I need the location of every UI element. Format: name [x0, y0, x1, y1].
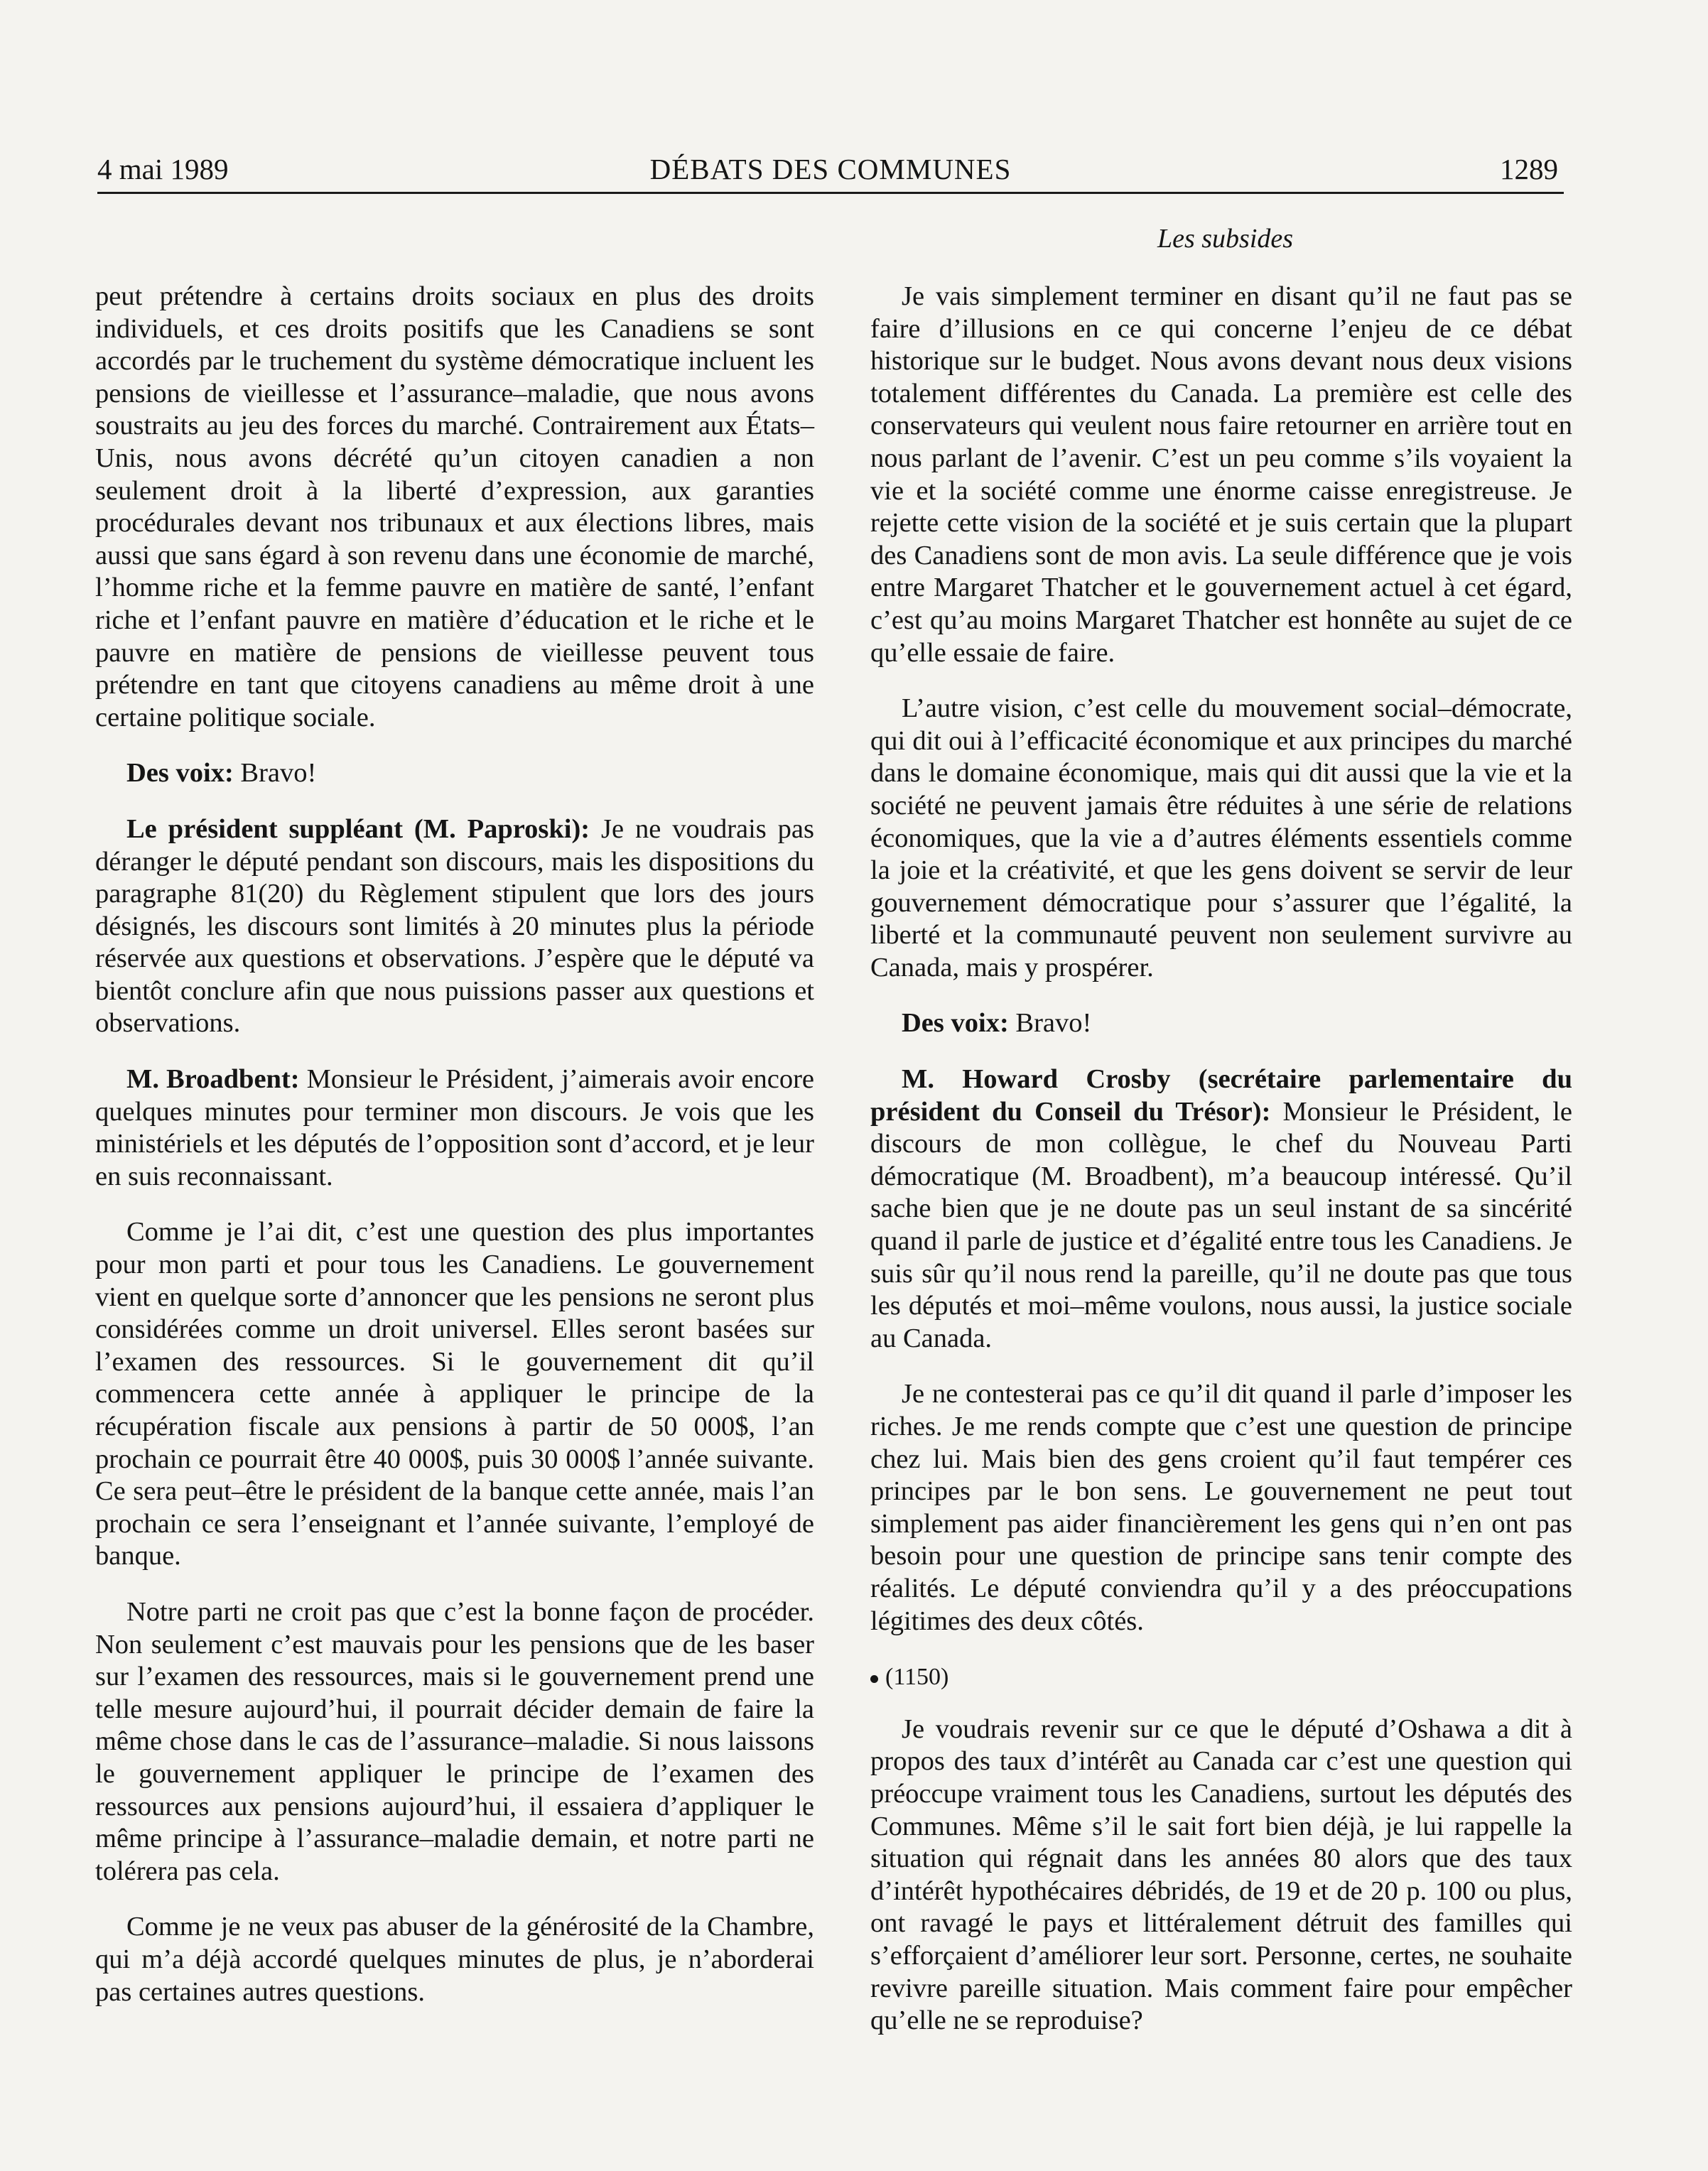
speaker-name: M. Howard Crosby (secrétaire parlementaire du président du Conseil du Trésor): — [870, 1064, 1572, 1127]
body-paragraph: Comme je ne veux pas abuser de la générosité de la Chambre, qui m’a déjà accordé quelques minutes de plus, je n’aborderai pas certaines autres questions. — [95, 1912, 814, 2007]
body-paragraph: peut prétendre à certains droits sociaux en plus des droits individuels, et ces droits positifs que les Canadiens se sont accordés par le truchement du système démocratique incluent les pensions de vieillesse et l’assurance–maladie, que nous avons soustraits au jeu des forces du marché. Contrairement aux États–Unis, nous avons décrété qu’un citoyen canadien a non seulement droit à la liberté d’expression, aux garanties procédurales devant nos tribunaux et aux élections libres, mais aussi que sans égard à son revenu dans une économie de marché, l’homme riche et la femme pauvre en matière de santé, l’enfant riche et l’enfant pauvre en matière d’éducation et le riche et le pauvre en matière de pensions de vieillesse peuvent tous prétendre en tant que citoyens canadiens au même droit à une certaine politique sociale. — [95, 281, 814, 732]
body-paragraph: Comme je l’ai dit, c’est une question des plus importantes pour mon parti et pour tous les Canadiens. Le gouvernement vient en quelque sorte d’annoncer que les pensions ne seront plus considérées comme un droit universel. Elles seront basées sur l’examen des ressources. Si le gouvernement dit qu’il commencera cette année à appliquer le principe de la récupération fiscale aux pensions à partir de 50 000$, l’an prochain ce pourrait être 40 000$, puis 30 000$ l’année suivante. Ce sera peut–être le président de la banque cette année, mais l’an prochain ce sera l’enseignant et l’année suivante, l’employé de banque. — [95, 1217, 814, 1571]
page-header — [97, 151, 1564, 192]
time-marker — [870, 1661, 1572, 1694]
speaker-name: M. Broadbent: — [126, 1064, 300, 1095]
section-title: Les subsides — [1157, 224, 1294, 254]
speech-text: Je ne voudrais pas déranger le député pendant son discours, mais les dispositions du paragraphe 81(20) du Règlement stipulent que lors des jours désignés, les discours sont limités à 20 minutes plus la période réservée aux questions et observations. J’espère que le député va bientôt conclure afin que nous puissions passer aux questions et observations. — [95, 813, 814, 1039]
right-column — [870, 281, 1572, 2061]
left-column — [95, 281, 814, 2032]
body-paragraph: L’autre vision, c’est celle du mouvement social–démocrate, qui dit oui à l’efficacité économique et aux principes du marché dans le domaine économique, mais qui dit aussi que la vie et la société ne peuvent jamais être réduites à une série de relations économiques, que la vie a d’autres éléments essentiels comme la joie et la créativité, et que les gens doivent se servir de leur gouvernement démocratique pour s’assurer que l’égalité, la liberté et la communauté peuvent non seulement survivre au Canada, mais y prospérer. — [870, 693, 1572, 982]
body-paragraph: Notre parti ne croit pas que c’est la bonne façon de procéder. Non seulement c’est mauvais pour les pensions que de les baser sur l’examen des ressources, mais si le gouvernement prend une telle mesure aujourd’hui, il pourrait décider demain de faire la même chose dans le cas de l’assurance–maladie. Si nous laissons le gouvernement appliquer le principe de l’examen des ressources aux pensions aujourd’hui, il essaiera d’appliquer le même principe à l’assurance–maladie demain, et notre parti ne tolérera pas cela. — [95, 1596, 814, 1886]
speaker-name: Le président suppléant (M. Paproski): — [126, 813, 590, 844]
header-rule — [97, 192, 1564, 194]
bullet-icon — [870, 1675, 878, 1683]
header-title: DÉBATS DES COMMUNES — [649, 153, 1012, 185]
speech-text: Bravo! — [1008, 1008, 1092, 1039]
speaker-name: Des voix: — [902, 1008, 1009, 1039]
speech-paragraph — [870, 1007, 1572, 1040]
header-date: 4 mai 1989 — [97, 153, 229, 185]
body-paragraph: Je ne contesterai pas ce qu’il dit quand il parle d’imposer les riches. Je me rends compte que c’est une question de principe chez lui. Mais bien des gens croient qu’il faut tempérer ces principes par le bon sens. Le gouvernement ne peut tout simplement pas aider financièrement les gens qui n’en ont pas besoin pour une question de principe sans tenir compte des réalités. Le député conviendra qu’il y a des préoccupations légitimes des deux côtés. — [870, 1379, 1572, 1636]
speech-paragraph — [870, 1063, 1572, 1355]
speech-paragraph — [95, 813, 814, 1040]
speaker-name: Des voix: — [126, 758, 234, 789]
header-page-number: 1289 — [1500, 153, 1558, 185]
time-marker-text: (1150) — [885, 1664, 949, 1691]
speech-text: Monsieur le Président, j’aimerais avoir encore quelques minutes pour terminer mon discours. Je vois que les ministériels et les députés de l’opposition sont d’accord, et je leur en suis reconnaissant. — [95, 1064, 814, 1191]
body-paragraph: Je vais simplement terminer en disant qu’il ne faut pas se faire d’illusions en ce qui concerne l’enjeu de ce débat historique sur le budget. Nous avons devant nous deux visions totalement différentes du Canada. La première est celle des conservateurs qui veulent nous faire retourner en arrière tout en nous parlant de l’avenir. C’est un peu comme s’ils voyaient la vie et la société comme une énorme caisse enregistreuse. Je rejette cette vision de la société et je suis certain que la plupart des Canadiens sont de mon avis. La seule différence que je vois entre Margaret Thatcher et le gouvernement actuel à cet égard, c’est qu’au moins Margaret Thatcher est honnête au sujet de ce qu’elle essaie de faire. — [870, 281, 1572, 668]
speech-text: Monsieur le Président, le discours de mon collègue, le chef du Nouveau Parti démocratique (M. Broadbent), m’a beaucoup intéressé. Qu’il sache bien que je ne doute pas un seul instant de sa sincérité quand il parle de justice et d’égalité entre tous les Canadiens. Je suis sûr qu’il nous rend la pareille, qu’il ne doute pas que tous les députés et moi–même voulons, nous aussi, la justice sociale au Canada. — [870, 1096, 1572, 1353]
speech-paragraph — [95, 1063, 814, 1193]
speech-paragraph — [95, 757, 814, 790]
body-paragraph: Je voudrais revenir sur ce que le député d’Oshawa a dit à propos des taux d’intérêt au Canada car c’est une question qui préoccupe vraiment tous les Canadiens, surtout les députés des Communes. Même s’il le sait fort bien déjà, je lui rappelle la situation qui régnait dans les années 80 alors que des taux d’intérêt hypothécaires débridés, de 19 et de 20 p. 100 ou plus, ont ravagé le pays et littéralement détruit des familles qui s’efforçaient d’améliorer leur sort. Personne, certes, ne souhaite revivre pareille situation. Mais comment faire pour empêcher qu’elle ne se reproduise? — [870, 1713, 1572, 2036]
speech-text: Bravo! — [233, 758, 317, 789]
